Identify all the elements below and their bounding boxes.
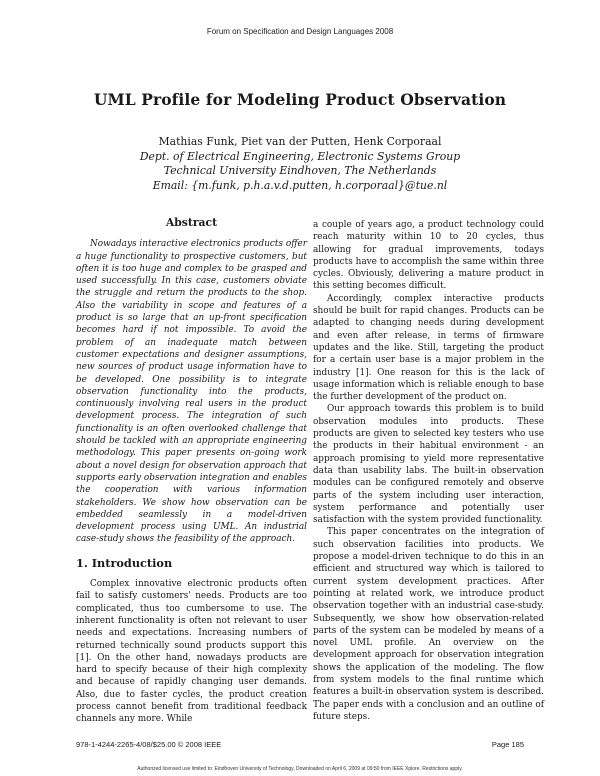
paper-title: UML Profile for Modeling Product Observation (93, 90, 507, 109)
affiliation-university: Technical University Eindhoven, The Netherlands (163, 164, 437, 177)
intro-paragraph-2: Accordingly, complex interactive products should be built for rapid changes. Products can be adapted to changing needs during development and even after release, in terms of firmware updates and the like. Still, targeting the product for a certain user base is a major problem in the industry [1]. One reason for this is the lack of usage information which is reliable enough to base the further development of the product on. (313, 293, 544, 403)
intro-paragraph-1-continued: a couple of years ago, a product technology could reach maturity within 10 to 20 cycles, thus allowing for gradual improvements, todays products have to accomplish the same within three cycles. Obviously, delivering a mature product in this setting becomes difficult. (313, 220, 544, 292)
left-column (76, 217, 307, 726)
author-block (0, 135, 600, 193)
license-notice: Authorized licensed use limited to: Eindhoven University of Technology. Downloaded on April 6, 2009 at 09:50 from IEEE Xplore. Restrictions apply. (137, 766, 463, 772)
isbn-line: 978-1-4244-2265-4/08/$25.00 © 2008 IEEE (76, 740, 222, 749)
abstract-text: Nowadays interactive electronics products offer a huge functionality to prospective customers, but often it is too huge and complex to be grasped and used successfully. In this case, customers obviate the struggle and return the products to the shop. Also the variability in scope and features of a product is so large that an up-front specification becomes hard if not impossible. To avoid the problem of an inadequate match between customer expectations and designer assumptions, new sources of product usage information have to be developed. One possibility is to integrate observation functionality into the products, continuously involving real users in the product development process. The integration of such functionality is an often overlooked challenge that should be tackled with an appropriate engineering methodology. This paper presents on-going work about a novel design for observation approach that supports early observation integration and enables the cooperation with various information stakeholders. We show how observation can be embedded seamlessly in a model-driven development process using UML. An industrial case-study shows the feasibility of the approach. (76, 239, 307, 545)
author-names: Mathias Funk, Piet van der Putten, Henk Corporaal (158, 135, 442, 148)
affiliation-department: Dept. of Electrical Engineering, Electronic Systems Group (139, 149, 461, 163)
running-header: Forum on Specification and Design Languages 2008 (206, 27, 394, 36)
intro-paragraph-3: Our approach towards this problem is to build observation modules into products. These products are given to selected key testers who use the products in their habitual environment - an approach promising to yield more representative data than usability labs. The built-in observation modules can be configured remotely and observe parts of the system including user interaction, system performance and potentially user satisfaction with the system provided functionality. (313, 404, 544, 526)
intro-paragraph-4: This paper concentrates on the integration of such observation facilities into products. We propose a model-driven technique to do this in an efficient and structured way which is tailored to current system development practices. After pointing at related work, we introduce product observation together with an industrial case-study. Subsequently, we show how observation-related parts of the system can be modeled by means of a novel UML profile. An overview on the development approach for observation integration shows the application of the modeling. The flow from system models to the final runtime which features a built-in observation system is described. The paper ends with a conclusion and an outline of future steps. (313, 527, 544, 722)
introduction-heading: 1. Introduction (76, 555, 173, 570)
author-email: Email: {m.funk, p.h.a.v.d.putten, h.corporaal}@tue.nl (152, 178, 448, 192)
abstract-heading: Abstract (165, 216, 218, 229)
page-number: Page 185 (491, 740, 524, 749)
intro-paragraph-1: Complex innovative electronic products often fail to satisfy customers' needs. Products are too complicated, thus too cumbersome to use. The inherent functionality is often not relevant to user needs and expectations. Increasing numbers of returned technically sound products support this [1]. On the other hand, nowadays products are hard to specify because of their high complexity and because of rapidly changing user demands. Also, due to faster cycles, the product creation process cannot benefit from traditional feedback channels any more. While (76, 579, 307, 725)
right-column (313, 219, 544, 723)
